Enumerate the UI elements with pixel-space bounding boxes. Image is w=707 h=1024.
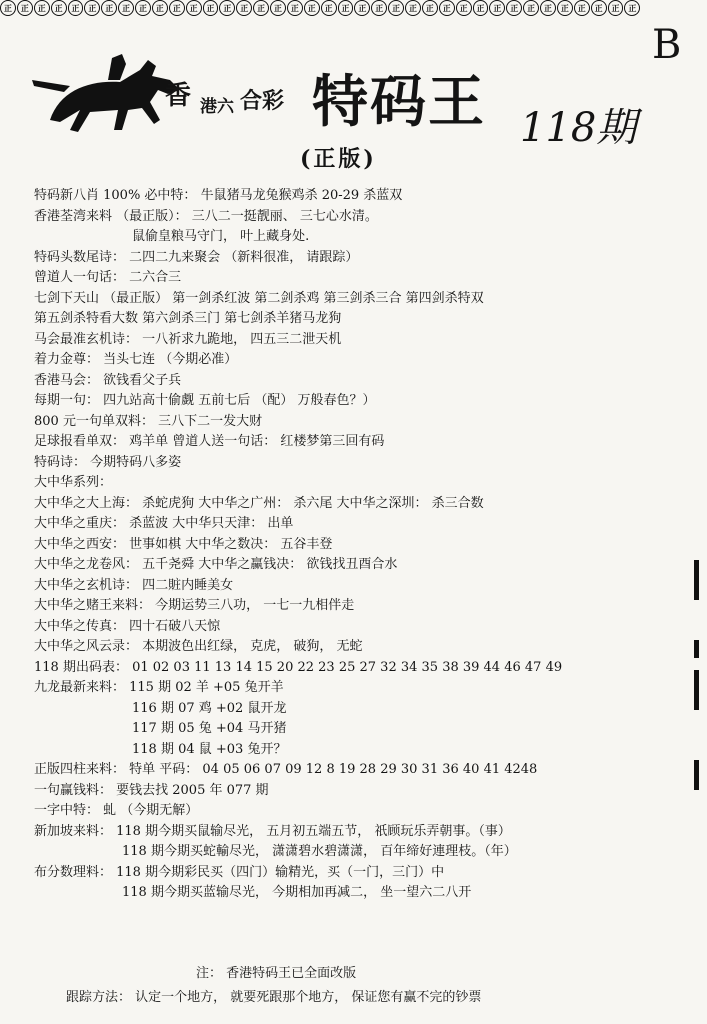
seal-mark: 正 (624, 0, 640, 16)
seal-mark: 正 (388, 0, 404, 16)
seal-mark: 正 (287, 0, 303, 16)
seal-mark: 正 (169, 0, 185, 16)
text-line: 116 期 07 鸡 +02 鼠开龙 (132, 700, 287, 716)
text-line: 每期一句： 四九站高十偷觑 五前七后 （配） 万般春色？） (34, 393, 376, 408)
seal-mark: 正 (34, 0, 50, 16)
text-line: 九龙最新来料： 115 期 02 羊 +05 兔开羊 (34, 680, 284, 695)
text-line: 第五剑杀特看大数 第六剑杀三门 第七剑杀羊猪马龙狗 (34, 311, 342, 326)
text-line: 特码头数尾诗： 二四二九来聚会 （新料很准， 请跟踪） (34, 249, 359, 265)
text-line: 特码诗： 今期特码八多姿 (34, 454, 182, 470)
footer-tracking: 跟踪方法： 认定一个地方， 就要死跟那个地方， 保证您有赢不完的钞票 (66, 990, 482, 1005)
content (34, 186, 674, 904)
text-line: 800 元一句单双料： 三八下二一发大财 (34, 413, 263, 429)
issue-number: 118期 (520, 105, 637, 151)
seal-mark: 正 (118, 0, 134, 16)
brand-title: 特码王 (312, 69, 486, 135)
seal-mark: 正 (371, 0, 387, 16)
seal-mark: 正 (338, 0, 354, 16)
scan-mark (694, 560, 699, 600)
text-line: 特码新八肖 100% 必中特： 牛鼠猪马龙兔猴鸡杀 20-29 杀蓝双 (34, 188, 403, 203)
text-line: 大中华之风云录： 本期波色出红绿， 克虎， 破狗， 无蛇 (34, 639, 363, 654)
seal-mark: 正 (68, 0, 84, 16)
text-line: 曾道人一句话： 二六合三 (34, 270, 182, 285)
edition-label: (正版) (300, 146, 377, 172)
seal-mark: 正 (152, 0, 168, 16)
seal-mark: 正 (51, 0, 67, 16)
seal-mark: 正 (506, 0, 522, 16)
footer-note: 注： 香港特码王已全面改版 (196, 966, 357, 981)
seal-mark: 正 (540, 0, 556, 16)
text-line: 一字中特： 虬 （今期无解） (34, 803, 199, 818)
seal-mark: 正 (523, 0, 539, 16)
seal-mark: 正 (456, 0, 472, 16)
seal-mark: 正 (101, 0, 117, 16)
seal-mark: 正 (591, 0, 607, 16)
seal-mark: 正 (321, 0, 337, 16)
brand-lottery: 合彩 (240, 88, 285, 114)
text-line: 鼠偷皇粮马守门， 叶上藏身处. (132, 229, 310, 244)
text-line: 118 期 04 鼠 +03 兔开？ (132, 741, 287, 757)
text-line: 大中华之赌王来料： 今期运势三八功， 一七一九相伴走 (34, 598, 355, 613)
edition-letter: B (652, 22, 682, 68)
text-line: 大中华之西安： 世事如棋 大中华之数决： 五谷丰登 (34, 536, 333, 552)
seal-mark: 正 (253, 0, 269, 16)
text-line: 大中华系列： (34, 475, 113, 490)
text-line: 大中华之传真： 四十石破八天惊 (34, 618, 221, 634)
seal-mark: 正 (135, 0, 151, 16)
brand-hk: 港六 (200, 97, 234, 117)
text-line: 一句赢钱料： 要钱去找 2005 年 077 期 (34, 782, 269, 798)
seal-mark: 正 (236, 0, 252, 16)
seal-mark: 正 (203, 0, 219, 16)
text-line: 新加坡来料： 118 期今期买鼠输尽光， 五月初五端五节， 祇顾玩乐弄朝事。（事） (34, 823, 511, 839)
text-line: 马会最准玄机诗： 一八祈求九跪地， 四五三二泄天机 (34, 331, 342, 347)
text-line: 117 期 05 兔 +04 马开猪 (132, 721, 287, 736)
seal-mark: 正 (354, 0, 370, 16)
seal-mark: 正 (17, 0, 33, 16)
text-line: 香港荃湾来料 （最正版）： 三八二一挺靓丽、 三七心水清。 (34, 208, 378, 224)
seal-mark: 正 (219, 0, 235, 16)
seal-row (0, 0, 640, 16)
seal-mark: 正 (304, 0, 320, 16)
seal-mark: 正 (608, 0, 624, 16)
scan-mark (694, 640, 699, 658)
seal-mark: 正 (557, 0, 573, 16)
brand-char: 香 (165, 81, 192, 111)
text-line: 正版四柱来料： 特单 平码： 04 05 06 07 09 12 8 19 28 29 30 31 36 40 41 4248 (34, 762, 538, 777)
text-line: 布分数理料： 118 期今期彩民买（四门）输精光，买（一门，三门）中 (34, 864, 445, 880)
text-line: 着力金尊： 当头七连 （今期必准） (34, 352, 238, 367)
text-line: 大中华之龙卷风： 五千尧舜 大中华之赢钱决： 欲钱找丑酉合水 (34, 557, 398, 572)
seal-mark: 正 (473, 0, 489, 16)
seal-mark: 正 (0, 0, 16, 16)
scan-mark (694, 760, 699, 790)
text-line: 118 期出码表： 01 02 03 11 13 14 15 20 22 23 25 27 32 34 35 38 39 44 46 47 49 (34, 659, 563, 675)
text-line: 118 期今期买蓝输尽光， 今期相加再减二， 坐一望六二八开 (122, 885, 472, 900)
seal-mark: 正 (422, 0, 438, 16)
seal-mark: 正 (270, 0, 286, 16)
seal-mark: 正 (186, 0, 202, 16)
seal-mark: 正 (84, 0, 100, 16)
seal-mark: 正 (439, 0, 455, 16)
text-line: 118 期今期买蛇輸尽光， 潇潇碧水碧潇潇， 百年缔好連理枝。（年） (122, 844, 517, 859)
seal-mark: 正 (574, 0, 590, 16)
text-line: 足球报看单双： 鸡羊单 曾道人送一句话： 红楼梦第三回有码 (34, 434, 385, 449)
text-line: 大中华之重庆： 杀蓝波 大中华只天津： 出单 (34, 516, 294, 531)
text-line: 七剑下天山 （最正版） 第一剑杀红波 第二剑杀鸡 第三剑杀三合 第四剑杀特双 (34, 290, 484, 306)
seal-mark: 正 (489, 0, 505, 16)
seal-mark: 正 (405, 0, 421, 16)
text-line: 大中华之大上海： 杀蛇虎狗 大中华之广州： 杀六尾 大中华之深圳： 杀三合数 (34, 495, 484, 511)
scan-mark (694, 670, 699, 710)
text-line: 大中华之玄机诗： 四二賍内睡美女 (34, 577, 234, 593)
text-line: 香港马会： 欲钱看父子兵 (34, 372, 182, 388)
